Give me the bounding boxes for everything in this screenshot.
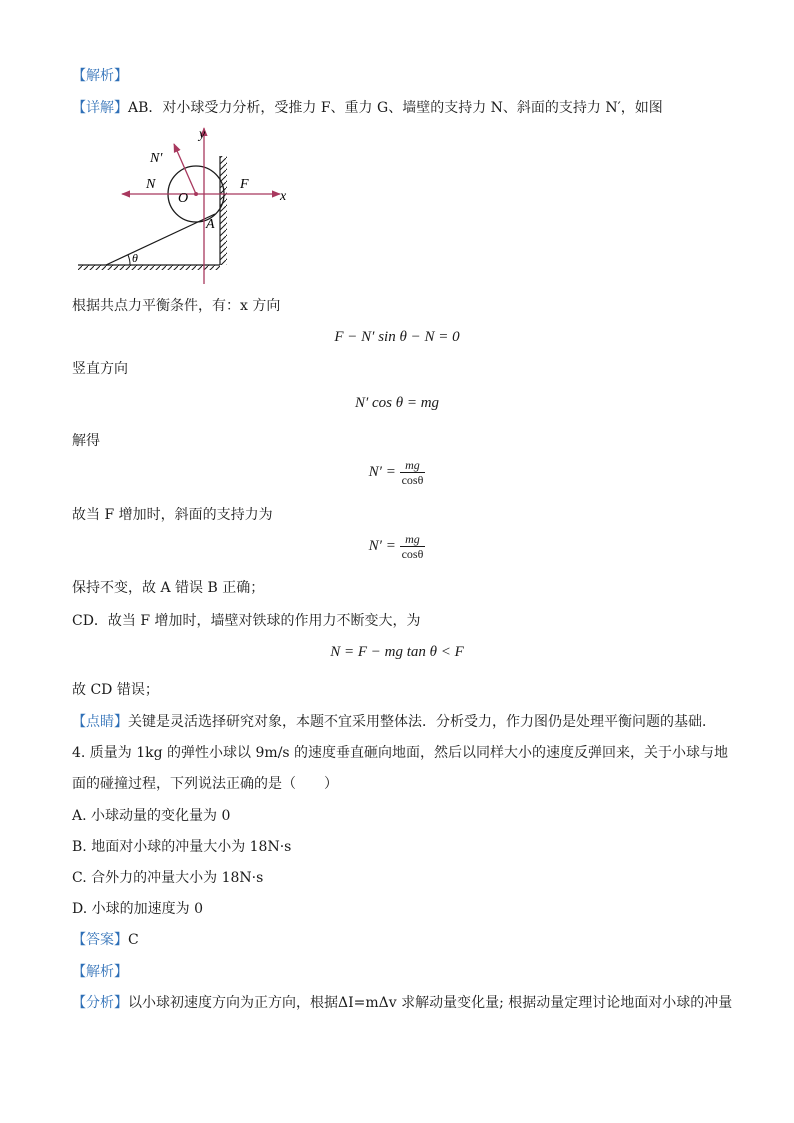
paragraph-conclusion-ab: 保持不变，故 A 错误 B 正确； [72,580,265,596]
equation-3: N′ = $\frac{mg}{\cos\theta}$ [368,458,424,487]
analysis-heading: 【解析】 [72,68,128,84]
answer-line [72,930,139,950]
paragraph-cd: CD．故当 F 增加时，墙壁对铁球的作用力不断变大，为 [72,613,421,629]
detail-paragraph [72,98,663,118]
theta-arc [128,255,130,265]
note-tag: 【点睛】 [72,714,128,730]
fenxi-text: 以小球初速度方向为正方向，根据ΔI=mΔv 求解动量变化量; 根据动量定理讨论地面对小球的冲量 [128,995,733,1011]
fraction-mg-costheta: $\frac{mg}{\cos\theta}$ [401,458,424,487]
equation-4: N′ = $\frac{mg}{\cos\theta}$ [368,532,424,561]
equation-5: N = F − mg tan θ < F [330,644,464,660]
option-b: B. 地面对小球的冲量大小为 18N·s [72,839,292,855]
fraction-mg-costheta-2: $\frac{mg}{\cos\theta}$ [401,532,424,561]
answer-tag: 【答案】 [72,932,128,948]
f-label: F [240,177,249,192]
option-a: A. 小球动量的变化量为 0 [72,808,231,824]
analysis-heading-2: 【解析】 [72,964,128,980]
x-label: x [280,189,287,204]
o-label: O [178,191,189,206]
ground-hatch [78,265,220,270]
paragraph-x-direction: 根据共点力平衡条件，有：x 方向 [72,298,281,314]
nprime-force-arrow [174,144,196,194]
option-d: D. 小球的加速度为 0 [72,901,203,917]
fenxi-paragraph [72,993,732,1013]
note-paragraph [72,712,716,732]
wall-hatch [220,156,227,265]
equation-1: F − N′ sin θ − N = 0 [334,329,460,345]
a-label: A [206,217,215,232]
paragraph-conclusion-cd: 故 CD 错误； [72,682,159,698]
paragraph-solve: 解得 [72,433,100,449]
y-label: y [199,127,206,142]
option-c: C. 合外力的冲量大小为 18N·s [72,870,264,886]
theta-label: θ [132,251,138,265]
nprime-label: N′ [150,151,163,166]
detail-text: AB．对小球受力分析，受推力 F、重力 G、墙壁的支持力 N、斜面的支持力 N′，如图 [128,100,663,116]
paragraph-f-increase: 故当 F 增加时，斜面的支持力为 [72,507,273,523]
question-4-stem-line1: 4. 质量为 1kg 的弹性小球以 9m/s 的速度垂直砸向地面，然后以同样大小的速度反弹回来，关于小球与地 [72,745,729,761]
question-4-stem-line2: 面的碰撞过程，下列说法正确的是（ ） [72,776,338,792]
force-diagram [70,122,300,290]
equation-2: N′ cos θ = mg [354,395,440,411]
paragraph-vertical: 竖直方向 [72,361,128,377]
note-text: 关键是灵活选择研究对象，本题不宜采用整体法．分析受力，作力图仍是处理平衡问题的基础． [128,714,716,730]
answer-value: C [128,932,139,948]
n-label: N [146,177,156,192]
fenxi-tag: 【分析】 [72,995,128,1011]
detail-tag: 【详解】 [72,100,128,116]
